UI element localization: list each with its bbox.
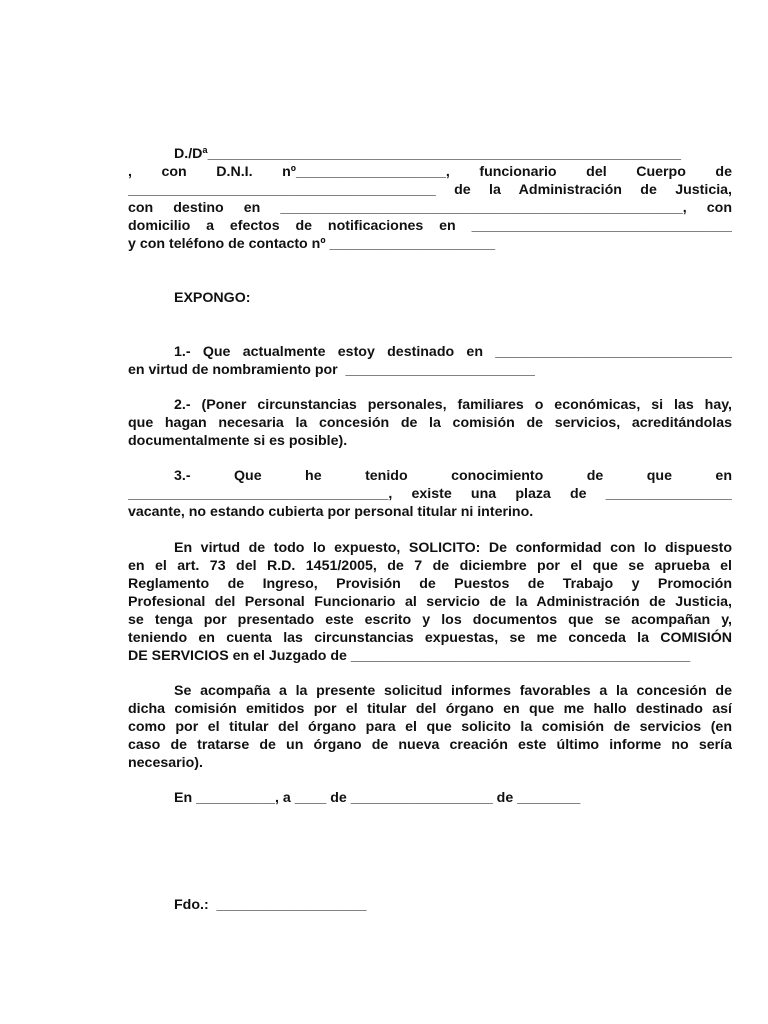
point-3-line-3: vacante, no estando cubierta por personal titular ni interino. [128, 504, 534, 520]
date-line: En __________, a ____ de __________________ de ________ [174, 790, 581, 806]
solicito-line-7: DE SERVICIOS en el Juzgado de ___________________________________________ [128, 648, 691, 664]
solicito-line-2: en el art. 73 del R.D. 1451/2005, de 7 de diciembre por el que se aprueba el [128, 558, 732, 574]
solicito-line-5: se tenga por presentado este escrito y los documentos que se acompañan y, [128, 612, 732, 628]
solicito-line-1: En virtud de todo lo expuesto, SOLICITO: De conformidad con lo dispuesto [174, 540, 732, 556]
solicito-line-4: Profesional del Personal Funcionario al servicio de la Administración de Justicia, [128, 594, 732, 610]
point-2-line-1: 2.- (Poner circunstancias personales, familiares o económicas, si las hay, [174, 397, 732, 413]
solicito-line-3: Reglamento de Ingreso, Provisión de Puestos de Trabajo y Promoción [128, 576, 732, 592]
acompana-line-1: Se acompaña a la presente solicitud informes favorables a la concesión de [174, 683, 732, 699]
acompana-paragraph [128, 682, 732, 772]
point-3-line-1: 3.- Que he tenido conocimiento de que en [174, 468, 732, 484]
acompana-line-3: como por el titular del órgano para el que solicito la comisión de servicios (en [128, 719, 732, 735]
date-block [128, 789, 732, 807]
signature-line: Fdo.: ___________________ [174, 897, 367, 913]
point-3-block [128, 467, 732, 521]
point-1-line-2: en virtud de nombramiento por ________________________ [128, 362, 535, 378]
header-telefono-line: y con teléfono de contacto nº _____________________ [128, 236, 496, 252]
expongo-heading: EXPONGO: [174, 290, 251, 306]
header-domicilio-line: domicilio a efectos de notificaciones en _________________________________ [128, 218, 732, 234]
point-3-line-2: _________________________________, existe una plaza de ________________ [128, 486, 732, 502]
expongo-heading-block [128, 289, 732, 307]
acompana-line-5: necesario). [128, 755, 203, 771]
point-2-line-3: documentalmente si es posible). [128, 433, 348, 449]
solicito-paragraph [128, 539, 732, 665]
point-2-line-2: que hagan necesaria la concesión de la comisión de servicios, acreditándolas [128, 415, 732, 431]
header-dni-line: , con D.N.I. nº___________________, funcionario del Cuerpo de [128, 164, 732, 180]
header-block [128, 145, 732, 253]
signature-block [128, 896, 732, 914]
header-destino-line: con destino en ___________________________________________________, con [128, 200, 732, 216]
acompana-line-4: caso de tratarse de un órgano de nueva creación este último informe no sería [128, 737, 732, 753]
header-cuerpo-line: _______________________________________ de la Administración de Justicia, [128, 182, 732, 198]
header-name-line: D./Dª____________________________________________________________ [174, 146, 682, 162]
acompana-line-2: dicha comisión emitidos por el titular del órgano en que me hallo destinado así [128, 701, 732, 717]
point-2-block [128, 396, 732, 450]
point-1-block [128, 343, 732, 379]
solicito-line-6: teniendo en cuenta las circunstancias expuestas, se me conceda la COMISIÓN [128, 630, 732, 646]
point-1-line-1: 1.- Que actualmente estoy destinado en ______________________________ [174, 344, 732, 360]
